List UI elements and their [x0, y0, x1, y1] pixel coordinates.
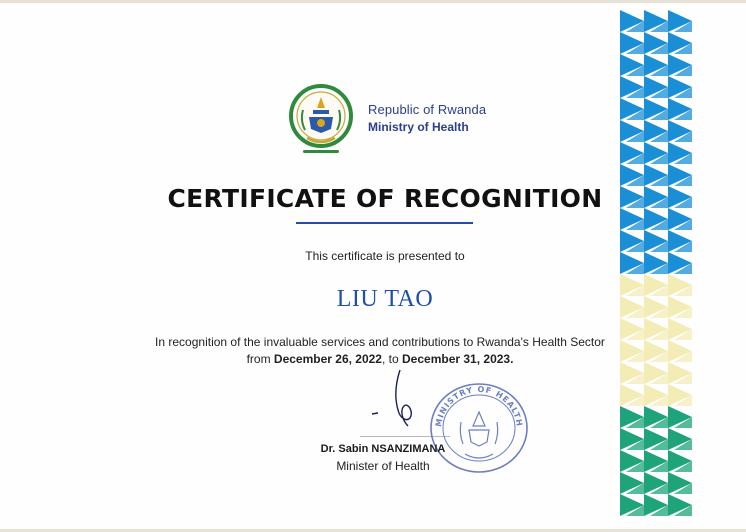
- issuer-header: [368, 102, 486, 134]
- signatory-role: Minister of Health: [336, 459, 430, 473]
- svg-text:MINISTRY OF HEALTH: [434, 385, 524, 428]
- title-underline: [296, 222, 473, 224]
- certificate-title: CERTIFICATE OF RECOGNITION: [167, 184, 603, 213]
- rwanda-coat-of-arms-icon: [287, 80, 355, 158]
- ministry-name: Ministry of Health: [368, 120, 469, 134]
- presented-text: This certificate is presented to: [305, 249, 465, 263]
- signature-mark: [356, 362, 436, 432]
- signatory-name: Dr. Sabin NSANZIMANA: [320, 443, 446, 455]
- recognition-line: In recognition of the invaluable services and contributions to Rwanda's Health Sector: [155, 335, 605, 349]
- start-date: December 26, 2022: [273, 352, 382, 366]
- decorative-triangle-pattern: [620, 10, 692, 525]
- top-border: [0, 0, 746, 3]
- to-word: , to: [381, 352, 399, 366]
- country-name: Republic of Rwanda: [368, 102, 487, 117]
- stamp-text: MINISTRY OF HEALTH: [433, 384, 524, 428]
- end-date: December 31, 2023.: [402, 352, 514, 366]
- signatory-block: [296, 443, 470, 473]
- from-word: from: [246, 352, 271, 366]
- recipient-name: LIU TAO: [336, 286, 434, 312]
